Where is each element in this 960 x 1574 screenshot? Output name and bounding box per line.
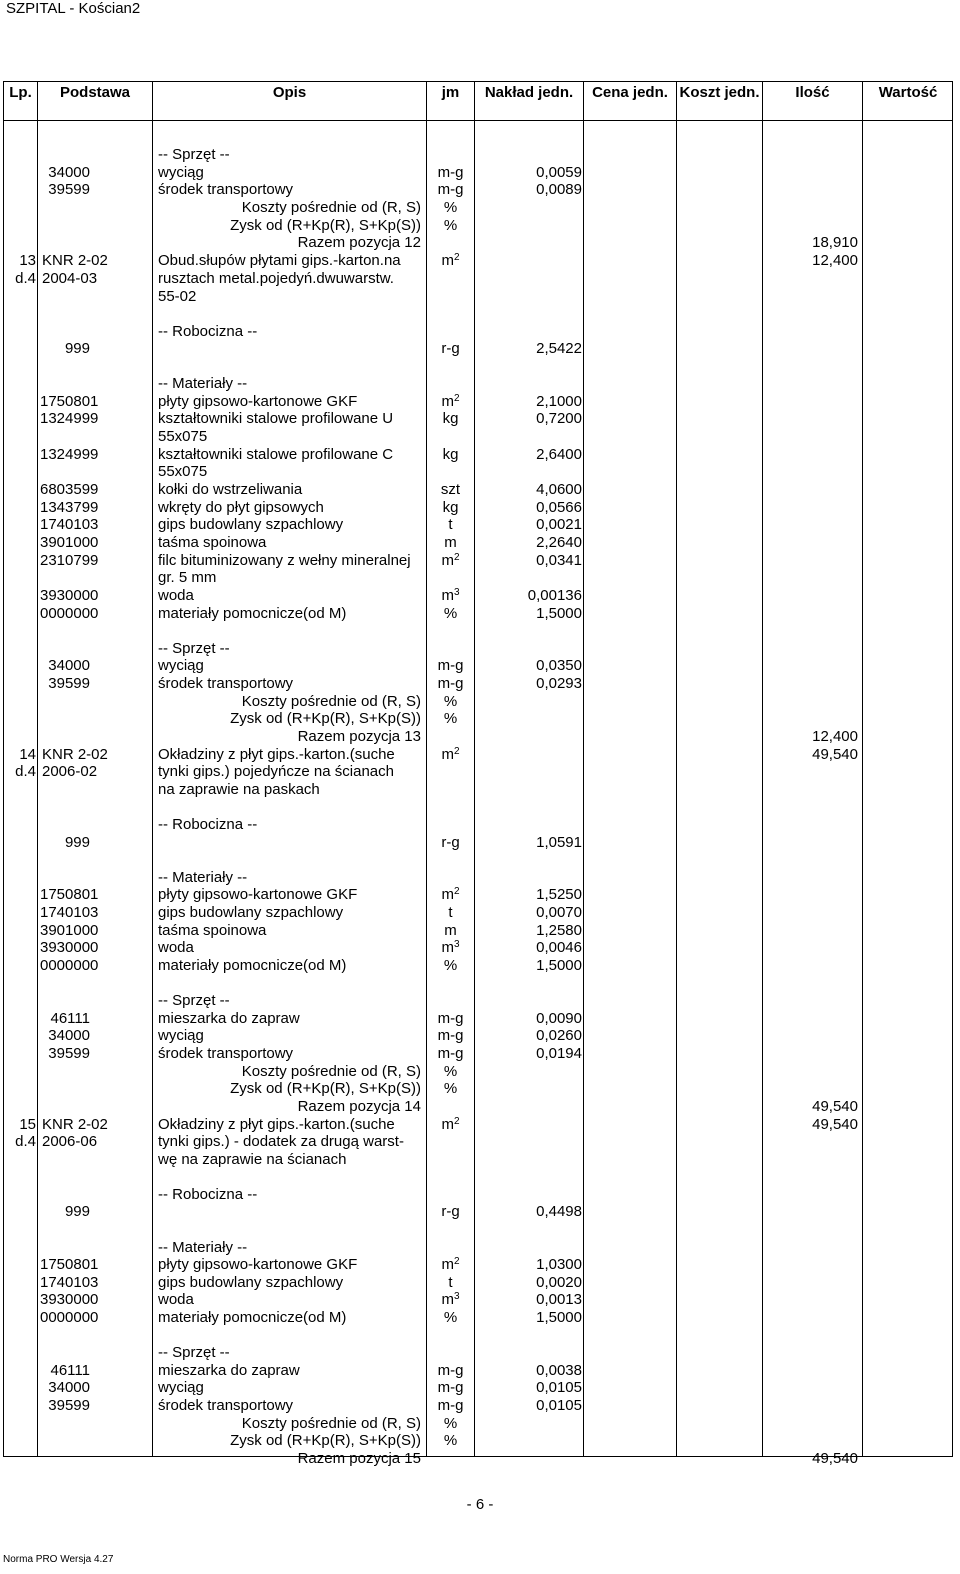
cell-opis: 55x075 (158, 428, 208, 445)
cell-opis: -- Robocizna -- (158, 816, 258, 833)
cell-jm: m (444, 534, 457, 551)
cell-naklad: 0,0350 (536, 657, 582, 674)
cell-jm: m-g (437, 1362, 464, 1379)
cell-opis: środek transportowy (158, 181, 294, 198)
cell-jm: szt (440, 481, 461, 498)
cell-opis: 55x075 (158, 463, 208, 480)
cell-opis: taśma spoinowa (158, 534, 267, 551)
cell-jm: r-g (441, 834, 460, 851)
cell-podstawa: 2006-06 (42, 1133, 98, 1150)
cell-jm: t (448, 1274, 453, 1291)
cell-opis: kołki do wstrzeliwania (158, 481, 303, 498)
cell-indeks: 0000000 (40, 605, 99, 622)
cell-ilosc: 49,540 (812, 746, 858, 763)
cell-naklad: 0,0105 (536, 1397, 582, 1414)
cell-naklad: 4,0600 (536, 481, 582, 498)
cell-opis: 55-02 (158, 288, 197, 305)
cell-indeks: 3901000 (40, 534, 99, 551)
cell-opis: -- Robocizna -- (158, 1186, 258, 1203)
cell-jm: $m^3$ (441, 1291, 460, 1308)
column-divider (676, 81, 677, 1457)
cell-lp: 15 (19, 1116, 36, 1133)
cell-opis: materiały pomocnicze(od M) (158, 605, 347, 622)
cell-naklad: 2,6400 (536, 446, 582, 463)
cell-opis: wyciąg (158, 657, 204, 674)
cell-indeks: 39599 (48, 1045, 90, 1062)
cell-opis: -- Robocizna -- (158, 323, 258, 340)
cell-jm: $m^2$ (441, 393, 460, 410)
cell-indeks: 1324999 (40, 446, 99, 463)
cell-opis: Razem pozycja 12 (297, 234, 421, 251)
cell-opis: Koszty pośrednie od (R, S) (241, 693, 421, 710)
cell-ilosc: 49,540 (812, 1450, 858, 1467)
cell-jm: % (443, 710, 458, 727)
column-divider (583, 81, 584, 1457)
cell-jm: $m^2$ (441, 886, 460, 903)
cell-jm: $m^3$ (441, 587, 460, 604)
cell-naklad: 0,0260 (536, 1027, 582, 1044)
cell-opis: gips budowlany szpachlowy (158, 516, 344, 533)
cell-opis: Okładziny z płyt gips.-karton.(suche (158, 1116, 395, 1133)
cell-naklad: 1,2580 (536, 922, 582, 939)
cell-podstawa: 2006-02 (42, 763, 98, 780)
cell-jm: kg (442, 446, 459, 463)
cell-jm: % (443, 1063, 458, 1080)
column-header-jm: jm (441, 84, 460, 101)
cell-opis: wyciąg (158, 164, 204, 181)
cell-indeks: 1750801 (40, 393, 99, 410)
cell-podstawa: KNR 2-02 (42, 746, 108, 763)
cell-naklad: 2,2640 (536, 534, 582, 551)
cell-opis: mieszarka do zapraw (158, 1010, 300, 1027)
cell-opis: kształtowniki stalowe profilowane C (158, 446, 394, 463)
cell-indeks: 0000000 (40, 957, 99, 974)
cell-jm: t (448, 516, 453, 533)
cell-opis: gr. 5 mm (158, 569, 217, 586)
cell-naklad: 0,0046 (536, 939, 582, 956)
cell-naklad: 0,0021 (536, 516, 582, 533)
cell-naklad: 0,7200 (536, 410, 582, 427)
window-title: SZPITAL - Kościan2 (6, 0, 141, 17)
cell-opis: mieszarka do zapraw (158, 1362, 300, 1379)
cell-opis: -- Materiały -- (158, 869, 248, 886)
cell-naklad: 0,0070 (536, 904, 582, 921)
column-divider (762, 81, 763, 1457)
cell-jm: kg (442, 499, 459, 516)
cell-opis: Okładziny z płyt gips.-karton.(suche (158, 746, 395, 763)
page-number: - 6 - (466, 1496, 494, 1513)
column-divider (426, 81, 427, 1457)
cell-jm: % (443, 605, 458, 622)
cell-opis: materiały pomocnicze(od M) (158, 1309, 347, 1326)
cell-opis: -- Sprzęt -- (158, 640, 230, 657)
cell-opis: -- Sprzęt -- (158, 1344, 230, 1361)
cell-opis: materiały pomocnicze(od M) (158, 957, 347, 974)
unit-exponent: 2 (453, 393, 460, 404)
cell-opis: Razem pozycja 13 (297, 728, 421, 745)
cell-jm: m-g (437, 1045, 464, 1062)
cell-naklad: 0,0105 (536, 1379, 582, 1396)
cell-opis: wyciąg (158, 1027, 204, 1044)
cell-jm: m-g (437, 181, 464, 198)
cell-indeks: 999 (64, 1203, 90, 1220)
cell-opis: tynki gips.) - dodatek za drugą warst- (158, 1133, 404, 1150)
cell-indeks: 1324999 (40, 410, 99, 427)
cell-naklad: 1,5000 (536, 605, 582, 622)
cell-naklad: 2,5422 (536, 340, 582, 357)
cell-lp: 14 (19, 746, 36, 763)
cell-jm: % (443, 957, 458, 974)
cell-indeks: 3930000 (40, 587, 99, 604)
cell-podstawa: 2004-03 (42, 270, 98, 287)
cell-jm: m (444, 922, 457, 939)
cell-opis: -- Sprzęt -- (158, 992, 230, 1009)
cell-opis: wę na zaprawie na ścianach (158, 1151, 347, 1168)
cell-indeks: 6803599 (40, 481, 99, 498)
cell-opis: gips budowlany szpachlowy (158, 1274, 344, 1291)
cell-indeks: 1750801 (40, 886, 99, 903)
cell-naklad: 0,00136 (527, 587, 582, 604)
cell-indeks: 39599 (48, 1397, 90, 1414)
cell-jm: $m^2$ (441, 746, 460, 763)
cell-jm: m-g (437, 657, 464, 674)
unit-exponent: 2 (453, 746, 460, 757)
cell-indeks: 1740103 (40, 516, 99, 533)
cell-naklad: 1,5250 (536, 886, 582, 903)
cell-podstawa: KNR 2-02 (42, 1116, 108, 1133)
cell-opis: płyty gipsowo-kartonowe GKF (158, 393, 358, 410)
cell-jm: m-g (437, 675, 464, 692)
cell-opis: woda (158, 1291, 194, 1308)
cell-naklad: 1,0300 (536, 1256, 582, 1273)
cell-indeks: 2310799 (40, 552, 99, 569)
cell-naklad: 2,1000 (536, 393, 582, 410)
cell-jm: $m^2$ (441, 252, 460, 269)
column-header-naklad: Nakład jedn. (484, 84, 574, 101)
cell-opis: kształtowniki stalowe profilowane U (158, 410, 394, 427)
cell-opis: Koszty pośrednie od (R, S) (241, 1063, 421, 1080)
cell-opis: środek transportowy (158, 1045, 294, 1062)
cell-opis: woda (158, 939, 194, 956)
cell-lp: 13 (19, 252, 36, 269)
cell-naklad: 0,0090 (536, 1010, 582, 1027)
unit-exponent: 2 (453, 1256, 460, 1267)
column-header-cena: Cena jedn. (592, 84, 668, 101)
cell-opis: Razem pozycja 15 (297, 1450, 421, 1467)
cell-opis: gips budowlany szpachlowy (158, 904, 344, 921)
cell-ilosc: 12,400 (812, 728, 858, 745)
cell-naklad: 0,0013 (536, 1291, 582, 1308)
cell-naklad: 0,0059 (536, 164, 582, 181)
cell-jm: r-g (441, 340, 460, 357)
cell-naklad: 0,0089 (536, 181, 582, 198)
cell-opis: wkręty do płyt gipsowych (158, 499, 324, 516)
cell-jm: $m^2$ (441, 552, 460, 569)
cell-jm: t (448, 904, 453, 921)
cell-jm: $m^3$ (441, 939, 460, 956)
cell-opis: wyciąg (158, 1379, 204, 1396)
cell-indeks: 999 (64, 340, 90, 357)
cell-ilosc: 49,540 (812, 1098, 858, 1115)
cell-indeks: 3930000 (40, 1291, 99, 1308)
cell-opis: Zysk od (R+Kp(R), S+Kp(S)) (230, 1432, 421, 1449)
cell-indeks: 1740103 (40, 1274, 99, 1291)
unit-exponent: 2 (453, 552, 460, 563)
unit-exponent: 3 (453, 587, 460, 598)
cell-opis: -- Sprzęt -- (158, 146, 230, 163)
cell-jm: % (443, 217, 458, 234)
cell-indeks: 39599 (48, 675, 90, 692)
cell-opis: -- Materiały -- (158, 1239, 248, 1256)
cell-naklad: 0,0194 (536, 1045, 582, 1062)
cell-jm: r-g (441, 1203, 460, 1220)
unit-exponent: 3 (453, 1291, 460, 1302)
cell-jm: % (443, 1080, 458, 1097)
cell-lp: d.4 (15, 1133, 36, 1150)
cell-indeks: 1343799 (40, 499, 99, 516)
unit-exponent: 2 (453, 252, 460, 263)
cell-naklad: 0,0020 (536, 1274, 582, 1291)
cell-opis: na zaprawie na paskach (158, 781, 320, 798)
cell-opis: rusztach metal.pojedyń.dwuwarstw. (158, 270, 394, 287)
cell-jm: m-g (437, 1397, 464, 1414)
cell-indeks: 34000 (48, 1379, 90, 1396)
column-divider (37, 81, 38, 1457)
cell-opis: taśma spoinowa (158, 922, 267, 939)
cell-opis: tynki gips.) pojedyńcze na ścianach (158, 763, 394, 780)
cell-opis: Koszty pośrednie od (R, S) (241, 1415, 421, 1432)
cell-naklad: 1,0591 (536, 834, 582, 851)
cell-indeks: 1740103 (40, 904, 99, 921)
cell-opis: filc bituminizowany z wełny mineralnej (158, 552, 411, 569)
cell-opis: -- Materiały -- (158, 375, 248, 392)
cell-indeks: 39599 (48, 181, 90, 198)
column-header-opis: Opis (272, 84, 307, 101)
cell-jm: m-g (437, 164, 464, 181)
cell-naklad: 0,0566 (536, 499, 582, 516)
cell-jm: % (443, 1309, 458, 1326)
cell-opis: Zysk od (R+Kp(R), S+Kp(S)) (230, 1080, 421, 1097)
cell-naklad: 1,5000 (536, 1309, 582, 1326)
cell-jm: % (443, 199, 458, 216)
cell-indeks: 3930000 (40, 939, 99, 956)
cell-opis: płyty gipsowo-kartonowe GKF (158, 886, 358, 903)
cell-ilosc: 12,400 (812, 252, 858, 269)
cell-jm: m-g (437, 1379, 464, 1396)
column-header-koszt: Koszt jedn. (679, 84, 760, 101)
column-header-lp: Lp. (9, 84, 32, 101)
unit-exponent: 2 (453, 886, 460, 897)
cell-indeks: 34000 (48, 657, 90, 674)
cell-jm: % (443, 1432, 458, 1449)
cell-opis: płyty gipsowo-kartonowe GKF (158, 1256, 358, 1273)
cell-jm: m-g (437, 1010, 464, 1027)
cell-naklad: 0,0341 (536, 552, 582, 569)
cell-jm: $m^2$ (441, 1256, 460, 1273)
column-header-wartosc: Wartość (878, 84, 938, 101)
cell-indeks: 999 (64, 834, 90, 851)
cell-indeks: 0000000 (40, 1309, 99, 1326)
cell-opis: Zysk od (R+Kp(R), S+Kp(S)) (230, 710, 421, 727)
column-divider (862, 81, 863, 1457)
cell-opis: Koszty pośrednie od (R, S) (241, 199, 421, 216)
cell-jm: % (443, 1415, 458, 1432)
cell-indeks: 34000 (48, 164, 90, 181)
cell-ilosc: 18,910 (812, 234, 858, 251)
cell-indeks: 46111 (50, 1362, 90, 1379)
cell-lp: d.4 (15, 763, 36, 780)
column-header-ilosc: Ilość (795, 84, 830, 101)
cell-naklad: 0,0038 (536, 1362, 582, 1379)
cell-opis: Zysk od (R+Kp(R), S+Kp(S)) (230, 217, 421, 234)
column-divider (474, 81, 475, 1457)
cell-opis: woda (158, 587, 194, 604)
unit-exponent: 3 (453, 939, 460, 950)
cell-jm: m-g (437, 1027, 464, 1044)
cell-naklad: 1,5000 (536, 957, 582, 974)
cell-opis: Razem pozycja 14 (297, 1098, 421, 1115)
cell-indeks: 46111 (50, 1010, 90, 1027)
footer-version: Norma PRO Wersja 4.27 (3, 1554, 114, 1565)
cell-opis: Obud.słupów płytami gips.-karton.na (158, 252, 401, 269)
column-divider (152, 81, 153, 1457)
cell-jm: % (443, 693, 458, 710)
column-header-podstawa: Podstawa (59, 84, 131, 101)
cell-lp: d.4 (15, 270, 36, 287)
cell-indeks: 34000 (48, 1027, 90, 1044)
cell-podstawa: KNR 2-02 (42, 252, 108, 269)
cell-naklad: 0,0293 (536, 675, 582, 692)
cell-ilosc: 49,540 (812, 1116, 858, 1133)
cell-opis: środek transportowy (158, 675, 294, 692)
unit-exponent: 2 (453, 1116, 460, 1127)
cell-indeks: 1750801 (40, 1256, 99, 1273)
cell-jm: kg (442, 410, 459, 427)
cell-indeks: 3901000 (40, 922, 99, 939)
cell-jm: $m^2$ (441, 1116, 460, 1133)
cell-opis: środek transportowy (158, 1397, 294, 1414)
cell-naklad: 0,4498 (536, 1203, 582, 1220)
